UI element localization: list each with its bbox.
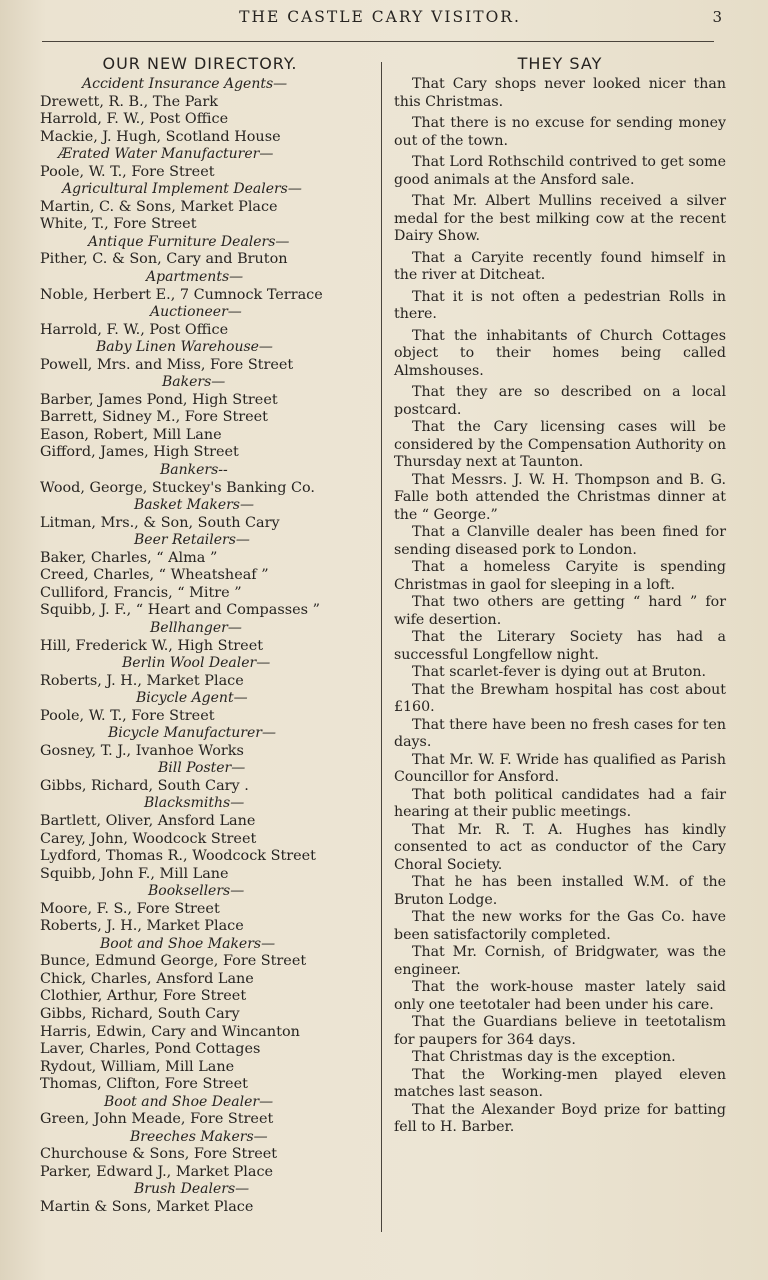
directory-category: Boot and Shoe Dealer— <box>104 1093 274 1110</box>
they-say-item: That a Clanville dealer has been fined for sending diseased pork to London. <box>394 524 726 558</box>
directory-entry: Gifford, James, High Street <box>40 444 239 461</box>
directory-entry: Drewett, R. B., The Park <box>40 93 218 110</box>
they-say-column <box>394 52 726 1137</box>
they-say-item: That two others are getting “ hard ” for wife desertion. <box>394 594 726 628</box>
directory-entry: Lydford, Thomas R., Woodcock Street <box>40 848 316 865</box>
they-say-item: That the Alexander Boyd prize for batting fell to H. Barber. <box>394 1101 726 1135</box>
directory-category: Blacksmiths— <box>144 795 245 812</box>
directory-entry: Hill, Frederick W., High Street <box>40 637 263 654</box>
they-say-item: That the work-house master lately said only one teetotaler had been under his care. <box>394 979 726 1013</box>
they-say-item: That both political candidates had a fair hearing at their public meetings. <box>394 786 726 820</box>
directory-heading: OUR NEW DIRECTORY. <box>102 54 298 73</box>
page-number: 3 <box>712 8 722 26</box>
directory-category: Bill Poster— <box>158 760 246 777</box>
directory-entry: Parker, Edward J., Market Place <box>40 1163 274 1180</box>
directory-entry: Roberts, J. H., Market Place <box>40 672 244 689</box>
directory-entry: Churchouse & Sons, Fore Street <box>40 1146 278 1163</box>
directory-entry: Gibbs, Richard, South Cary <box>40 1005 240 1022</box>
directory-entry: White, T., Fore Street <box>40 216 197 233</box>
they-say-item: That the Cary licensing cases will be considered by the Compensation Authority on Thursday next at Taunton. <box>394 419 726 470</box>
running-head <box>0 6 768 28</box>
directory-entry: Barrett, Sidney M., Fore Street <box>40 409 268 426</box>
they-say-item: That they are so described on a local postcard. <box>394 384 726 418</box>
directory-entry: Powell, Mrs. and Miss, Fore Street <box>40 356 294 373</box>
they-say-item: That Messrs. J. W. H. Thompson and B. G. Falle both attended the Christmas dinner at the “ George.” <box>394 471 726 523</box>
they-say-item: That scarlet-fever is dying out at Bruton. <box>412 664 707 680</box>
directory-entry: Wood, George, Stuckey's Banking Co. <box>40 479 315 496</box>
directory-column <box>40 52 360 1217</box>
they-say-item: That there is no excuse for sending money out of the town. <box>394 115 726 149</box>
directory-entry: Moore, F. S., Fore Street <box>40 900 220 917</box>
directory-entry: Eason, Robert, Mill Lane <box>40 426 222 443</box>
directory-entry: Poole, W. T., Fore Street <box>40 707 215 724</box>
directory-entry: Harrold, F. W., Post Office <box>40 111 229 128</box>
directory-entry: Laver, Charles, Pond Cottages <box>40 1041 261 1058</box>
directory-entry: Bartlett, Oliver, Ansford Lane <box>40 812 256 829</box>
directory-category: Boot and Shoe Makers— <box>100 935 276 952</box>
they-say-item: That Cary shops never looked nicer than this Christmas. <box>394 76 726 110</box>
directory-entry: Martin, C. & Sons, Market Place <box>40 198 278 215</box>
directory-entry: Gosney, T. J., Ivanhoe Works <box>40 742 244 759</box>
they-say-item: That there have been no fresh cases for ten days. <box>394 716 726 750</box>
directory-entry: Mackie, J. Hugh, Scotland House <box>40 128 281 145</box>
running-title: THE CASTLE CARY VISITOR. <box>239 8 521 26</box>
they-say-item: That the Guardians believe in teetotalism for paupers for 364 days. <box>394 1014 726 1048</box>
they-say-item: That Mr. W. F. Wride has qualified as Parish Councillor for Ansford. <box>394 751 726 785</box>
directory-category: Apartments— <box>146 269 244 286</box>
directory-category: Brush Dealers— <box>134 1181 250 1198</box>
they-say-list <box>394 76 726 1137</box>
they-say-item: That Christmas day is the exception. <box>412 1049 676 1065</box>
they-say-item: That a homeless Caryite is spending Christmas in gaol for sleeping in a loft. <box>394 559 726 593</box>
directory-entry: Rydout, William, Mill Lane <box>40 1058 235 1075</box>
directory-category: Beer Retailers— <box>134 532 250 549</box>
directory-category: Accident Insurance Agents— <box>82 76 288 92</box>
they-say-item: That the Brewham hospital has cost about £160. <box>394 681 726 715</box>
directory-entry: Harrold, F. W., Post Office <box>40 321 229 338</box>
directory-category: Bicycle Manufacturer— <box>108 725 276 742</box>
they-say-item: That the Literary Society has had a successful Longfellow night. <box>394 629 726 663</box>
directory-category: Bellhanger— <box>150 619 242 636</box>
directory-entry: Barber, James Pond, High Street <box>40 391 278 408</box>
directory-entry: Clothier, Arthur, Fore Street <box>40 988 247 1005</box>
directory-entry: Culliford, Francis, “ Mitre ” <box>40 584 242 601</box>
directory-entry: Roberts, J. H., Market Place <box>40 918 244 935</box>
directory-category: Booksellers— <box>148 883 245 900</box>
they-say-item: That the Working-men played eleven matches last season. <box>394 1066 726 1100</box>
they-say-item: That Mr. R. T. A. Hughes has kindly consented to act as conductor of the Cary Choral Society. <box>394 821 726 873</box>
directory-entry: Noble, Herbert E., 7 Cumnock Terrace <box>40 286 323 303</box>
directory-entry: Chick, Charles, Ansford Lane <box>40 970 254 987</box>
they-say-item: That the new works for the Gas Co. have been satisfactorily completed. <box>394 909 726 943</box>
directory-entry: Thomas, Clifton, Fore Street <box>40 1076 248 1093</box>
directory-list <box>40 76 360 1217</box>
directory-entry: Squibb, J. F., “ Heart and Compasses ” <box>40 602 320 619</box>
directory-entry: Squibb, John F., Mill Lane <box>40 865 229 882</box>
they-say-heading: THEY SAY <box>517 54 603 73</box>
directory-category: Breeches Makers— <box>130 1128 268 1145</box>
directory-category: Bankers-- <box>160 462 228 479</box>
directory-category: Auctioneer— <box>150 304 242 321</box>
directory-category: Agricultural Implement Dealers— <box>62 181 302 198</box>
they-say-item: That Mr. Albert Mullins received a silver medal for the best milking cow at the recent Dairy Show. <box>394 193 726 244</box>
directory-entry: Creed, Charles, “ Wheatsheaf ” <box>40 567 269 584</box>
directory-entry: Poole, W. T., Fore Street <box>40 163 215 180</box>
directory-entry: Litman, Mrs., & Son, South Cary <box>40 514 280 531</box>
they-say-item: That Lord Rothschild contrived to get some good animals at the Ansford sale. <box>394 154 726 188</box>
directory-category: Berlin Wool Dealer— <box>122 655 271 672</box>
directory-category: Ærated Water Manufacturer— <box>58 146 274 163</box>
directory-entry: Carey, John, Woodcock Street <box>40 830 257 847</box>
they-say-item: That it is not often a pedestrian Rolls in there. <box>394 288 726 322</box>
directory-entry: Bunce, Edmund George, Fore Street <box>40 953 307 970</box>
directory-entry: Gibbs, Richard, South Cary . <box>40 777 249 794</box>
directory-entry: Baker, Charles, “ Alma ” <box>40 549 218 566</box>
directory-entry: Pither, C. & Son, Cary and Bruton <box>40 251 288 268</box>
directory-category: Bicycle Agent— <box>136 690 248 707</box>
header-rule <box>42 41 714 42</box>
directory-category: Bakers— <box>162 374 226 391</box>
column-divider <box>381 62 382 1232</box>
directory-category: Antique Furniture Dealers— <box>88 233 290 250</box>
directory-entry: Green, John Meade, Fore Street <box>40 1111 274 1128</box>
directory-category: Baby Linen Warehouse— <box>96 339 273 356</box>
directory-entry: Martin & Sons, Market Place <box>40 1199 254 1215</box>
directory-entry: Harris, Edwin, Cary and Wincanton <box>40 1023 300 1040</box>
they-say-item: That the inhabitants of Church Cottages object to their homes being called Almshouses. <box>394 327 726 379</box>
they-say-item: That he has been installed W.M. of the Bruton Lodge. <box>394 874 726 908</box>
directory-category: Basket Makers— <box>134 497 254 514</box>
they-say-item: That Mr. Cornish, of Bridgwater, was the engineer. <box>394 944 726 978</box>
they-say-item: That a Caryite recently found himself in the river at Ditcheat. <box>394 249 726 283</box>
